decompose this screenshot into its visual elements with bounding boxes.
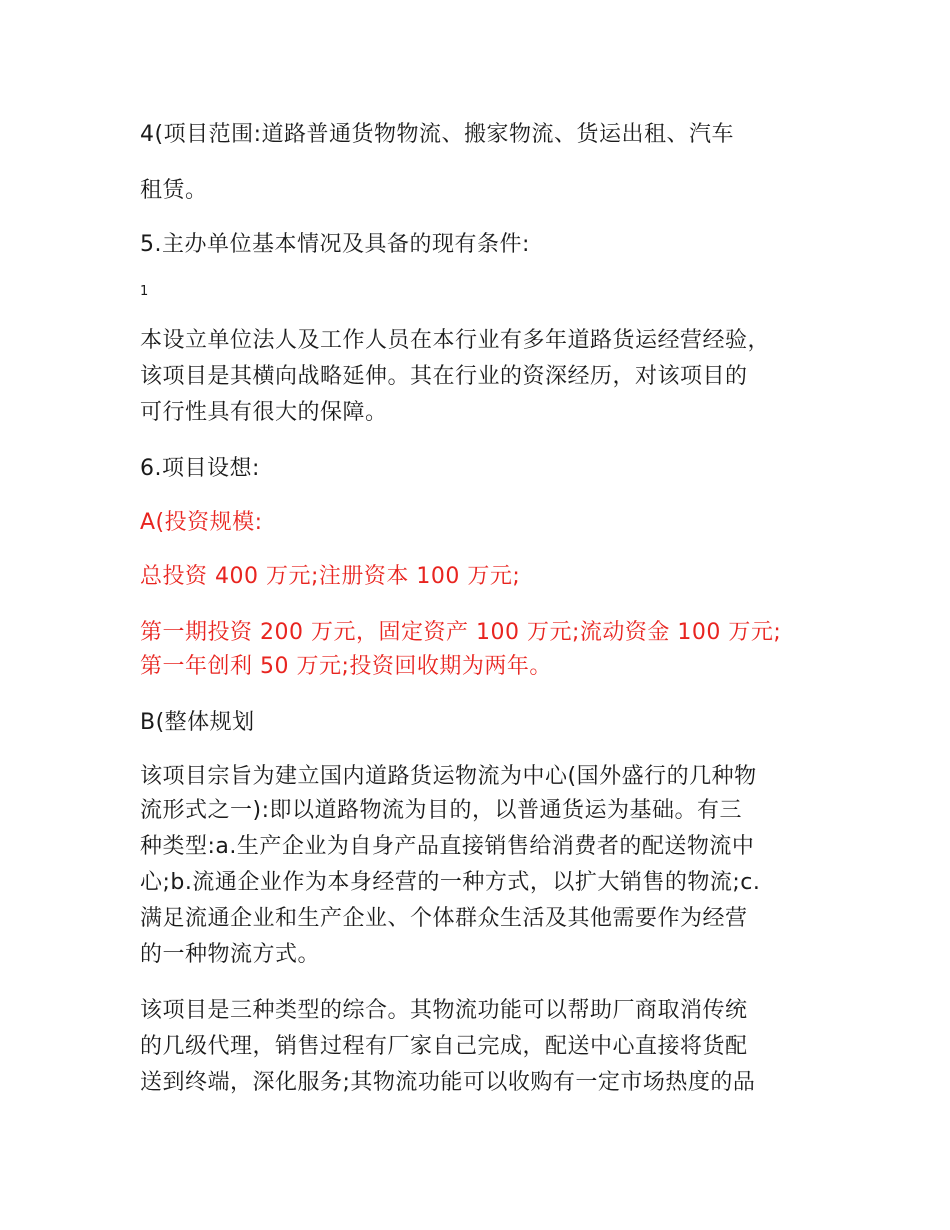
text-line-plan-1: 该项目宗旨为建立国内道路货运物流为中心(国外盛行的几种物 xyxy=(140,764,757,789)
subheading-overall-plan: B(整体规划 xyxy=(140,710,255,735)
text-line-first-year-profit: 第一年创利 50 万元;投资回收期为两年。 xyxy=(140,654,552,679)
text-line-plan-2: 流形式之一):即以道路物流为目的，以普通货运为基础。有三 xyxy=(140,798,742,823)
text-line-project-scope-cont: 租赁。 xyxy=(140,178,208,203)
text-line-combined-3: 送到终端，深化服务;其物流功能可以收购有一定市场热度的品 xyxy=(140,1070,756,1095)
text-line-combined-1: 该项目是三种类型的综合。其物流功能可以帮助厂商取消传统 xyxy=(140,998,748,1023)
text-line-plan-4: 心;b.流通企业作为本身经营的一种方式，以扩大销售的物流;c. xyxy=(140,870,761,895)
text-line-host-unit-3: 可行性具有很大的保障。 xyxy=(140,400,388,425)
text-line-plan-3: 种类型:a.生产企业为自身产品直接销售给消费者的配送物流中 xyxy=(140,834,755,859)
text-line-total-investment: 总投资 400 万元;注册资本 100 万元; xyxy=(140,564,521,589)
text-line-combined-2: 的几级代理，销售过程有厂家自己完成，配送中心直接将货配 xyxy=(140,1034,748,1059)
section-heading-host-unit: 5.主办单位基本情况及具备的现有条件: xyxy=(140,232,530,257)
subheading-investment-scale: A(投资规模: xyxy=(140,510,263,535)
footnote-number: 1 xyxy=(140,284,149,299)
text-line-host-unit-2: 该项目是其横向战略延伸。其在行业的资深经历，对该项目的 xyxy=(140,364,748,389)
text-line-plan-6: 的一种物流方式。 xyxy=(140,942,321,967)
text-line-host-unit-1: 本设立单位法人及工作人员在本行业有多年道路货运经营经验， xyxy=(140,328,771,353)
text-line-project-scope: 4(项目范围:道路普通货物物流、搬家物流、货运出租、汽车 xyxy=(140,122,734,147)
text-line-phase-one-investment: 第一期投资 200 万元，固定资产 100 万元;流动资金 100 万元; xyxy=(140,620,782,645)
text-line-plan-5: 满足流通企业和生产企业、个体群众生活及其他需要作为经营 xyxy=(140,906,748,931)
section-heading-project-idea: 6.项目设想: xyxy=(140,456,260,481)
